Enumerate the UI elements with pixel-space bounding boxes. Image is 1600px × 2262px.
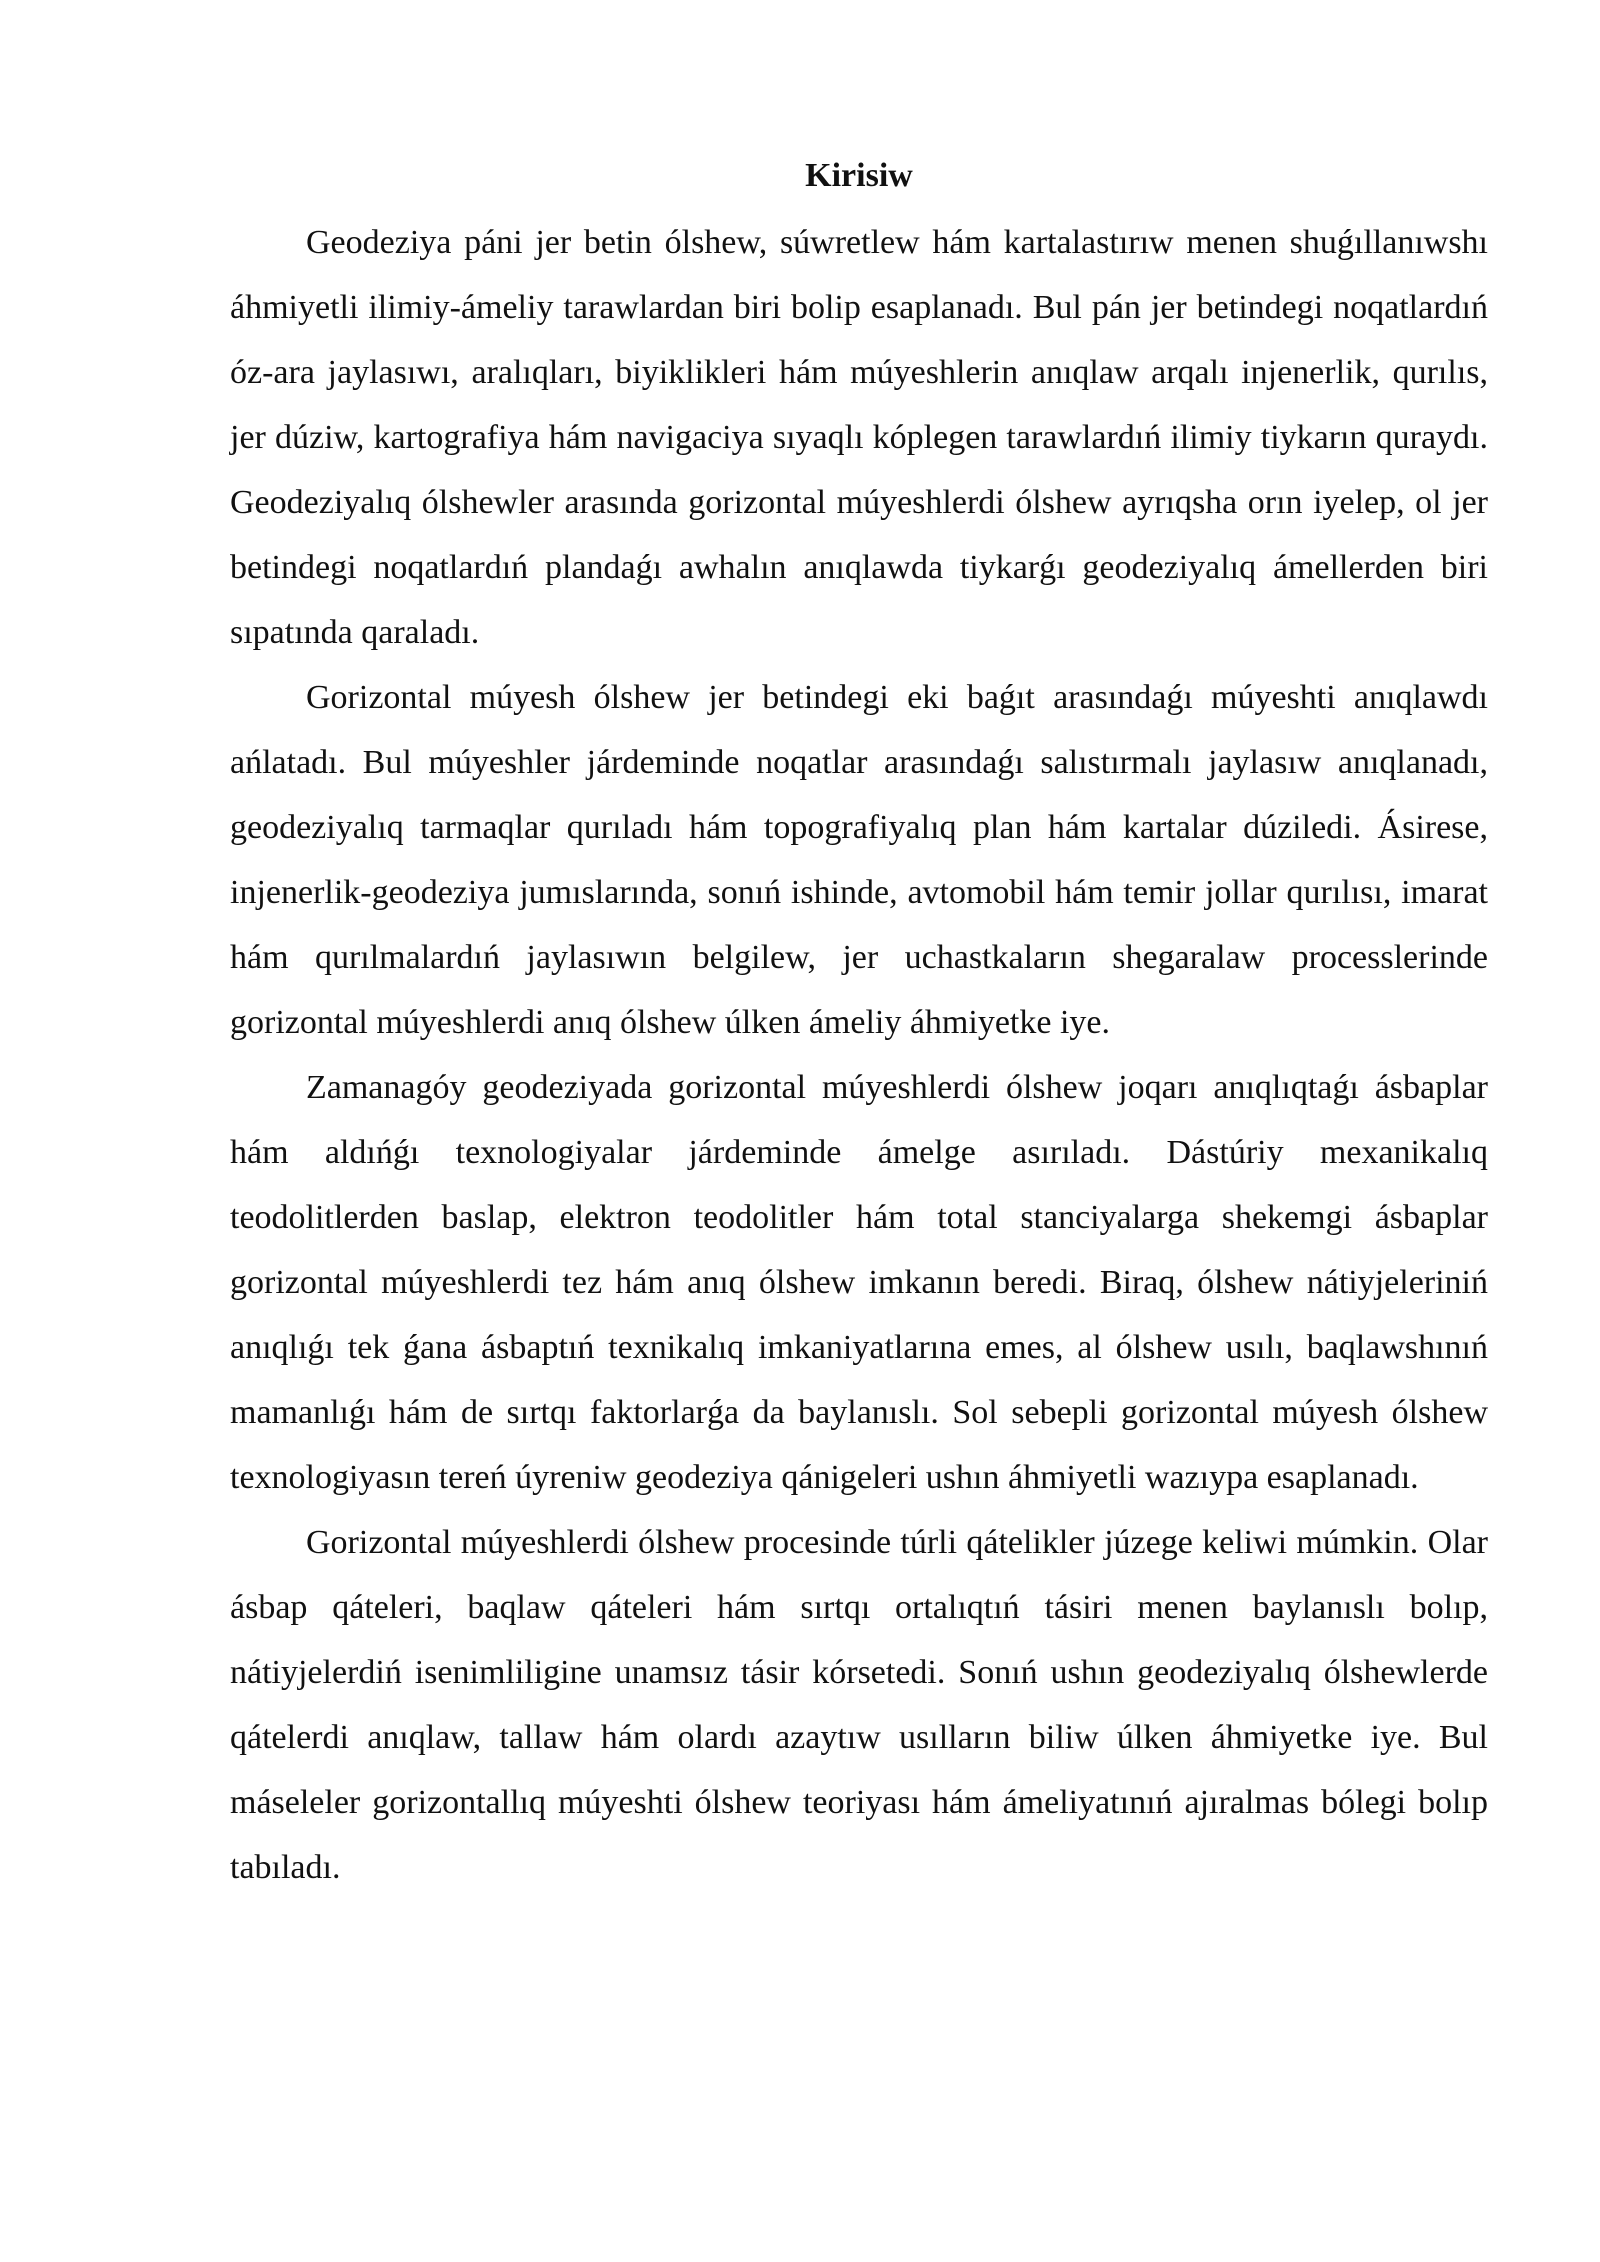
document-title: Kirisiw [805, 157, 913, 194]
paragraph-3: Zamanagóy geodeziyada gorizontal múyeshlerdi ólshew joqarı anıqlıqtaǵı ásbaplar hám aldıńǵı texnologiyalar járdeminde ámelge asırıladı. Dástúriy mexanikalıq teodolitlerden baslap, elektron teodolitler hám total stanciyalarga shekemgi ásbaplar gorizontal múyeshlerdi tez hám anıq ólshew imkanın beredi. Biraq, ólshew nátiyjeleriniń anıqlıǵı tek ǵana ásbaptıń texnikalıq imkaniyatlarına emes, al ólshew usılı, baqlawshınıń mamanlıǵı hám de sırtqı faktorlarǵa da baylanıslı. Sol sebepli gorizontal múyesh ólshew texnologiyasın tereń úyreniw geodeziya qánigeleri ushın áhmiyetli wazıypa esaplanadı. [230, 1069, 1488, 1496]
paragraph-4: Gorizontal múyeshlerdi ólshew procesinde túrli qátelikler júzege keliwi múmkin. Olar ásbap qáteleri, baqlaw qáteleri hám sırtqı ortalıqtıń tásiri menen baylanıslı bolıp, nátiyjelerdiń isenimliligine unamsız tásir kórsetedi. Sonıń ushın geodeziyalıq ólshewlerde qátelerdi anıqlaw, tallaw hám olardı azaytıw usılların biliw úlken áhmiyetke iye. Bul máseleler gorizontallıq múyeshti ólshew teoriyası hám ámeliyatınıń ajıralmas bólegi bolıp tabıladı. [230, 1524, 1488, 1886]
paragraph-1: Geodeziya páni jer betin ólshew, súwretlew hám kartalastırıw menen shuǵıllanıwshı áhmiyetli ilimiy-ámeliy tarawlardan biri bolip esaplanadı. Bul pán jer betindegi noqatlardıń óz-ara jaylasıwı, aralıqları, biyiklikleri hám múyeshlerin anıqlaw arqalı injenerlik, qurılıs, jer dúziw, kartografiya hám navigaciya sıyaqlı kóplegen tarawlardıń ilimiy tiykarın quraydı. Geodeziyalıq ólshewler arasında gorizontal múyeshlerdi ólshew ayrıqsha orın iyelep, ol jer betindegi noqatlardıń plandaǵı awhalın anıqlawda tiykarǵı geodeziyalıq ámellerden biri sıpatında qaraladı. [230, 224, 1488, 651]
document-page [230, 150, 1488, 1900]
paragraph-2: Gorizontal múyesh ólshew jer betindegi eki baǵıt arasındaǵı múyeshti anıqlawdı ańlatadı. Bul múyeshler járdeminde noqatlar arasındaǵı salıstırmalı jaylasıw anıqlanadı, geodeziyalıq tarmaqlar qurıladı hám topografiyalıq plan hám kartalar dúziledi. Ásirese, injenerlik-geodeziya jumıslarında, sonıń ishinde, avtomobil hám temir jollar qurılısı, imarat hám qurılmalardıń jaylasıwın belgilew, jer uchastkaların shegaralaw processlerinde gorizontal múyeshlerdi anıq ólshew úlken ámeliy áhmiyetke iye. [230, 679, 1488, 1041]
